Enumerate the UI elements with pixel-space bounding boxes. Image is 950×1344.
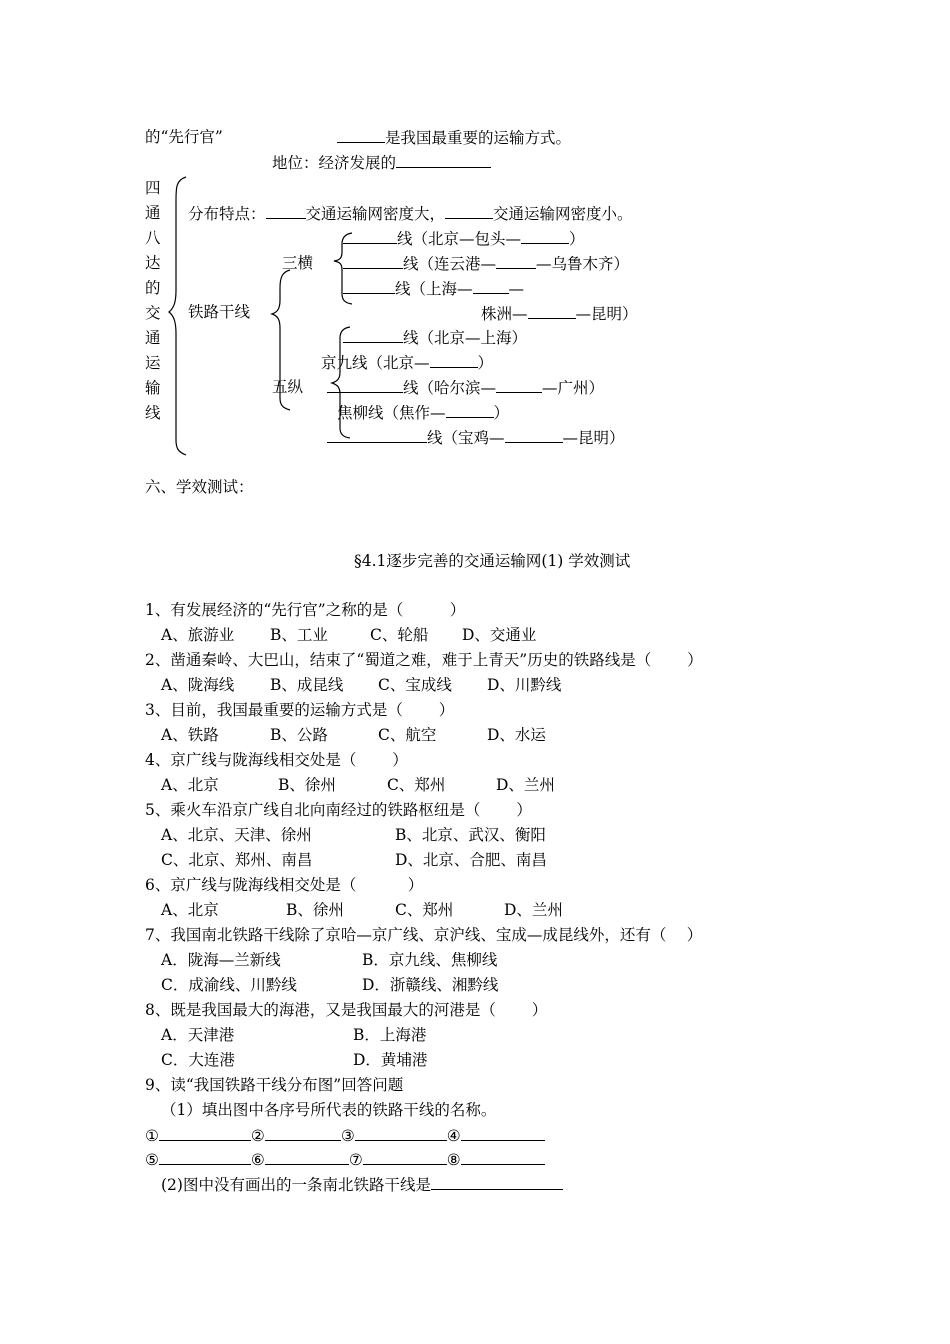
option[interactable]: A、陇海线 <box>161 676 235 694</box>
option[interactable]: A、铁路 <box>161 726 219 744</box>
answer-row-2: ⑤ ⑥ ⑦ ⑧ <box>145 1149 545 1170</box>
option[interactable]: A、北京 <box>161 776 219 794</box>
option[interactable]: A、北京 <box>161 901 219 919</box>
blank[interactable] <box>159 1125 251 1141</box>
option[interactable]: D、水运 <box>487 726 546 744</box>
option[interactable]: A、旅游业 <box>161 626 235 644</box>
blank[interactable] <box>355 1125 447 1141</box>
option[interactable]: B、成昆线 <box>270 676 344 694</box>
vertical-char: 四 <box>145 179 161 197</box>
blank[interactable] <box>159 1149 251 1165</box>
option[interactable]: C．大连港 <box>161 1051 235 1069</box>
vertical-line-5: 线（宝鸡— —昆明） <box>327 427 625 448</box>
blank[interactable] <box>496 253 536 269</box>
option[interactable]: C、郑州 <box>395 901 454 919</box>
blank[interactable] <box>461 1149 545 1165</box>
vertical-char: 的 <box>145 279 161 297</box>
option[interactable]: D、交通业 <box>462 626 537 644</box>
blank[interactable] <box>265 1125 341 1141</box>
question-9-part-1: （1）填出图中各序号所代表的铁路干线的名称。 <box>161 1101 497 1119</box>
blank[interactable] <box>343 228 397 244</box>
horizontal-line-3-cont: 株洲— —昆明） <box>481 305 638 323</box>
option[interactable]: A．陇海—兰新线 <box>161 951 281 969</box>
blank[interactable] <box>343 327 403 343</box>
question-9: 9、读“我国铁路干线分布图”回答问题 <box>145 1076 404 1094</box>
vertical-char: 输 <box>145 379 161 397</box>
outline-status: 地位：经济发展的 <box>272 152 491 173</box>
option[interactable]: B、公路 <box>270 726 328 744</box>
blank[interactable] <box>343 253 403 269</box>
vertical-char: 通 <box>145 204 161 222</box>
section-heading: 六、学效测试： <box>145 478 254 496</box>
vertical-line-1: 线（北京—上海） <box>343 327 527 348</box>
outline-top-left: 的“先行官” <box>145 128 223 146</box>
option[interactable]: D、兰州 <box>504 901 563 919</box>
option[interactable]: D、兰州 <box>496 776 555 794</box>
blank[interactable] <box>528 303 576 319</box>
distribution-line: 分布特点： 交通运输网密度大， 交通运输网密度小。 <box>188 205 633 223</box>
blank[interactable] <box>266 203 306 219</box>
question-4: 4、京广线与陇海线相交处是（ ） <box>145 751 408 769</box>
option[interactable]: B、工业 <box>270 626 328 644</box>
question-8: 8、既是我国最大的海港，又是我国最大的河港是（ ） <box>145 1001 548 1019</box>
option[interactable]: C．成渝线、川黔线 <box>161 976 297 994</box>
blank[interactable] <box>363 1149 447 1165</box>
outline-top-right: 是我国最重要的运输方式。 <box>337 127 571 148</box>
vertical-char: 八 <box>145 229 161 247</box>
blank[interactable] <box>473 278 509 294</box>
answer-row-1: ① ② ③ ④ <box>145 1125 545 1146</box>
vertical-char: 通 <box>145 329 161 347</box>
option[interactable]: A、北京、天津、徐州 <box>161 826 312 844</box>
railway-label: 铁路干线 <box>188 303 251 321</box>
quiz-title: §4.1逐步完善的交通运输网(1) 学效测试 <box>354 552 631 570</box>
blank[interactable] <box>265 1149 349 1165</box>
option[interactable]: C、轮船 <box>370 626 429 644</box>
blank[interactable] <box>327 427 427 443</box>
question-2: 2、凿通秦岭、大巴山，结束了“蜀道之难，难于上青天”历史的铁路线是（ ） <box>145 651 703 669</box>
blank[interactable] <box>445 203 493 219</box>
question-9-part-2: (2)图中没有画出的一条南北铁路干线是 <box>161 1174 563 1195</box>
option[interactable]: C、宝成线 <box>378 676 452 694</box>
vertical-line-2: 京九线（北京— ） <box>321 354 494 372</box>
vertical-char: 交 <box>145 304 161 322</box>
three-horizontal-label: 三横 <box>282 254 314 272</box>
option[interactable]: B．京九线、焦柳线 <box>362 951 498 969</box>
blank[interactable] <box>505 427 563 443</box>
option[interactable]: B．上海港 <box>353 1026 427 1044</box>
option[interactable]: B、北京、武汉、衡阳 <box>395 826 546 844</box>
blank[interactable] <box>431 1174 563 1190</box>
blank[interactable] <box>461 1125 545 1141</box>
horizontal-line-2: 线（连云港— —乌鲁木齐） <box>343 253 629 274</box>
horizontal-line-1: 线（北京—包头— ） <box>343 228 585 249</box>
blank[interactable] <box>496 377 542 393</box>
option[interactable]: D．黄埔港 <box>353 1051 428 1069</box>
blank[interactable] <box>327 377 403 393</box>
five-vertical-label: 五纵 <box>272 378 304 396</box>
option[interactable]: B、徐州 <box>278 776 336 794</box>
vertical-char: 运 <box>145 354 161 372</box>
blank[interactable] <box>446 402 494 418</box>
question-1: 1、有发展经济的“先行官”之称的是（ ） <box>145 601 466 619</box>
question-3: 3、目前，我国最重要的运输方式是（ ） <box>145 701 455 719</box>
vertical-char: 达 <box>145 254 161 272</box>
option[interactable]: C、郑州 <box>387 776 446 794</box>
option[interactable]: C、北京、郑州、南昌 <box>161 851 313 869</box>
option[interactable]: D、北京、合肥、南昌 <box>395 851 547 869</box>
option[interactable]: D、川黔线 <box>487 676 562 694</box>
blank[interactable] <box>521 228 569 244</box>
vertical-line-3: 线（哈尔滨— —广州） <box>327 377 604 398</box>
option[interactable]: A．天津港 <box>161 1026 235 1044</box>
horizontal-line-3: 线（上海— — <box>343 278 524 299</box>
option[interactable]: B、徐州 <box>286 901 344 919</box>
blank[interactable] <box>430 352 478 368</box>
option[interactable]: C、航空 <box>378 726 437 744</box>
question-7: 7、我国南北铁路干线除了京哈—京广线、京沪线、宝成—成昆线外，还有（ ） <box>145 926 703 944</box>
vertical-line-4: 焦柳线（焦作— ） <box>337 404 510 422</box>
blank[interactable] <box>343 278 395 294</box>
question-6: 6、京广线与陇海线相交处是（ ） <box>145 876 424 894</box>
option[interactable]: D．浙赣线、湘黔线 <box>362 976 499 994</box>
vertical-char: 线 <box>145 404 161 422</box>
question-5: 5、乘火车沿京广线自北向南经过的铁路枢纽是（ ） <box>145 801 532 819</box>
